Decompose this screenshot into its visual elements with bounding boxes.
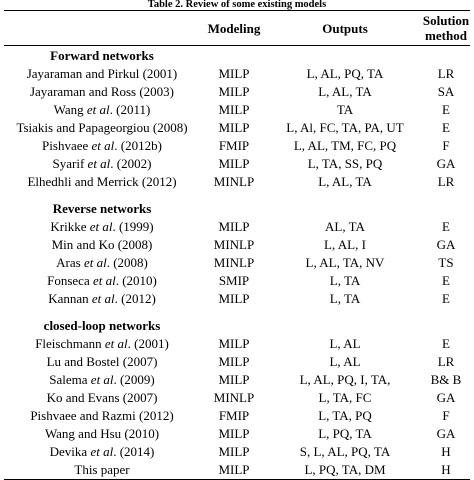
modeling-cell: MILP xyxy=(218,102,250,117)
modeling-cell: MILP xyxy=(218,84,250,99)
table-row xyxy=(4,254,470,272)
modeling-cell: MINLP xyxy=(213,237,255,252)
outputs-cell: L, AL, I xyxy=(324,237,366,252)
reference-year: . (2012) xyxy=(114,291,156,306)
section-title: Forward networks xyxy=(50,47,154,63)
table-body xyxy=(4,46,470,480)
outputs-cell: L, TA xyxy=(329,291,361,306)
reference-authors: Lu and Bostel (2007) xyxy=(46,354,158,369)
reference-authors: Kannan xyxy=(48,291,92,306)
table-row xyxy=(4,65,470,83)
reference-year: . (2014) xyxy=(113,444,155,459)
review-table xyxy=(4,10,470,480)
method-cell: LR xyxy=(437,354,455,369)
reference-cell xyxy=(4,119,200,137)
modeling-cell: FMIP xyxy=(218,408,250,423)
method-cell: GA xyxy=(436,237,456,252)
modeling-cell: MINLP xyxy=(213,390,255,405)
reference-etal: et al xyxy=(89,219,113,234)
outputs-cell: S, L, AL, PQ, TA xyxy=(299,444,391,459)
header-solution-method xyxy=(422,11,470,46)
outputs-cell: L, AL, PQ, I, TA, xyxy=(299,372,391,387)
table-row xyxy=(4,407,470,425)
reference-cell xyxy=(4,218,200,236)
reference-etal: et al xyxy=(104,336,128,351)
header-outputs: Outputs xyxy=(268,11,422,46)
method-cell: SA xyxy=(437,84,455,99)
table-row xyxy=(4,119,470,137)
reference-etal: et al xyxy=(87,156,111,171)
reference-authors: Fleischmann xyxy=(35,336,105,351)
reference-etal: et al xyxy=(90,372,114,387)
reference-cell xyxy=(4,371,200,389)
reference-authors: Krikke xyxy=(50,219,90,234)
table-caption: Table 2. Review of some existing models xyxy=(147,0,327,10)
table-row xyxy=(4,137,470,155)
reference-cell xyxy=(4,83,200,101)
reference-authors: Pishvaee xyxy=(42,138,92,153)
header-solution-line2: method xyxy=(425,28,467,43)
header-reference xyxy=(4,11,200,46)
modeling-cell: MILP xyxy=(218,354,250,369)
table-row xyxy=(4,83,470,101)
reference-authors: Tsiakis and Papageorgiou (2008) xyxy=(16,120,188,135)
outputs-cell: L, AL, TA xyxy=(318,174,372,189)
outputs-cell: L, TA, PQ xyxy=(318,408,372,423)
reference-authors: Ko and Evans (2007) xyxy=(46,390,158,405)
outputs-cell: L, AL, TM, FC, PQ xyxy=(293,138,397,153)
table-row xyxy=(4,290,470,308)
reference-authors: Fonseca xyxy=(47,273,93,288)
reference-year: . (2011) xyxy=(109,102,151,117)
section-title: Reverse networks xyxy=(52,200,152,216)
outputs-cell: L, TA, FC xyxy=(318,390,372,405)
modeling-cell: MINLP xyxy=(213,255,255,270)
reference-etal: et al xyxy=(86,102,110,117)
table-row xyxy=(4,353,470,371)
method-cell: B& B xyxy=(430,372,462,387)
table-row xyxy=(4,461,470,480)
method-cell: LR xyxy=(437,66,455,81)
method-cell: GA xyxy=(436,390,456,405)
table-row xyxy=(4,101,470,119)
reference-year: . (2009) xyxy=(113,372,155,387)
outputs-cell: L, AL xyxy=(329,354,361,369)
modeling-cell: MINLP xyxy=(213,174,255,189)
reference-etal: et al xyxy=(90,444,114,459)
reference-cell xyxy=(4,290,200,308)
modeling-cell: MILP xyxy=(218,336,250,351)
method-cell: LR xyxy=(437,174,455,189)
reference-cell xyxy=(4,353,200,371)
modeling-cell: MILP xyxy=(218,219,250,234)
section-spacer xyxy=(4,308,470,316)
method-cell: E xyxy=(442,336,450,351)
reference-etal: et al xyxy=(91,138,115,153)
table-row xyxy=(4,389,470,407)
section-heading-row xyxy=(4,199,470,218)
reference-year: . (2010) xyxy=(115,273,157,288)
modeling-cell: MILP xyxy=(218,120,250,135)
reference-year: . (2008) xyxy=(106,255,148,270)
reference-authors: Pishvaee and Razmi (2012) xyxy=(30,408,174,423)
reference-year: . (1999) xyxy=(112,219,154,234)
reference-cell xyxy=(4,443,200,461)
table-row xyxy=(4,425,470,443)
outputs-cell: L, AL, TA, NV xyxy=(305,255,385,270)
method-cell: GA xyxy=(436,156,456,171)
method-cell: E xyxy=(442,120,450,135)
outputs-cell: L, AL, PQ, TA xyxy=(306,66,384,81)
method-cell: H xyxy=(441,444,451,459)
reference-cell xyxy=(4,236,200,254)
reference-authors: Salema xyxy=(49,372,91,387)
section-heading-row xyxy=(4,316,470,335)
table-row xyxy=(4,371,470,389)
method-cell: GA xyxy=(436,426,456,441)
table-row xyxy=(4,272,470,290)
outputs-cell: L, Al, FC, TA, PA, UT xyxy=(286,120,404,135)
method-cell: E xyxy=(442,102,450,117)
reference-cell xyxy=(4,101,200,119)
reference-cell xyxy=(4,65,200,83)
table-row xyxy=(4,443,470,461)
section-heading-row xyxy=(4,46,470,66)
table-row xyxy=(4,335,470,353)
method-cell: E xyxy=(442,291,450,306)
reference-year: . (2012b) xyxy=(114,138,162,153)
reference-cell xyxy=(4,155,200,173)
reference-authors: Min and Ko (2008) xyxy=(51,237,153,252)
modeling-cell: MILP xyxy=(218,291,250,306)
outputs-cell: L, PQ, TA xyxy=(318,426,372,441)
modeling-cell: MILP xyxy=(218,444,250,459)
section-title: closed-loop networks xyxy=(43,317,161,333)
reference-authors: Devika xyxy=(49,444,91,459)
reference-year: . (2001) xyxy=(127,336,169,351)
reference-cell xyxy=(4,137,200,155)
method-cell: H xyxy=(422,461,470,480)
header-row xyxy=(4,11,470,46)
modeling-cell: MILP xyxy=(218,426,250,441)
reference-cell xyxy=(4,389,200,407)
outputs-cell: TA xyxy=(336,102,354,117)
modeling-cell: MILP xyxy=(218,156,250,171)
header-solution-line1: Solution xyxy=(422,13,470,28)
outputs-cell: L, TA xyxy=(329,273,361,288)
reference-etal: et al xyxy=(91,291,115,306)
modeling-cell: MILP xyxy=(218,66,250,81)
reference-authors: Elhedhli and Merrick (2012) xyxy=(27,174,177,189)
reference-cell xyxy=(4,254,200,272)
reference-cell xyxy=(4,407,200,425)
method-cell: TS xyxy=(438,255,454,270)
reference-authors: Aras xyxy=(56,255,84,270)
method-cell: E xyxy=(442,219,450,234)
reference-cell xyxy=(4,335,200,353)
reference-authors: Wang and Hsu (2010) xyxy=(44,426,160,441)
outputs-cell: L, AL xyxy=(329,336,361,351)
header-modeling: Modeling xyxy=(200,11,268,46)
table-row xyxy=(4,236,470,254)
outputs-cell: L, TA, SS, PQ xyxy=(307,156,383,171)
table-header xyxy=(4,11,470,46)
table-row xyxy=(4,155,470,173)
reference-cell xyxy=(4,173,200,191)
reference-authors: Syarif xyxy=(52,156,88,171)
modeling-cell: FMIP xyxy=(218,138,250,153)
method-cell: E xyxy=(442,273,450,288)
reference-cell xyxy=(4,272,200,290)
modeling-cell: MILP xyxy=(200,461,268,480)
modeling-cell: SMIP xyxy=(218,273,250,288)
modeling-cell: MILP xyxy=(218,372,250,387)
reference-year: . (2002) xyxy=(110,156,152,171)
method-cell: F xyxy=(442,408,450,423)
reference-authors: This paper xyxy=(74,462,130,477)
reference-etal: et al xyxy=(92,273,116,288)
reference-cell xyxy=(4,425,200,443)
reference-authors: Wang xyxy=(53,102,87,117)
reference-cell xyxy=(4,461,200,480)
reference-authors: Jayaraman and Pirkul (2001) xyxy=(26,66,178,81)
table-row xyxy=(4,173,470,191)
table-row xyxy=(4,218,470,236)
method-cell: F xyxy=(442,138,450,153)
reference-etal: et al xyxy=(83,255,107,270)
reference-authors: Jayaraman and Ross (2003) xyxy=(29,84,175,99)
outputs-cell: L, AL, TA xyxy=(318,84,372,99)
section-spacer xyxy=(4,191,470,199)
outputs-cell: L, PQ, TA, DM xyxy=(268,461,422,480)
outputs-cell: AL, TA xyxy=(325,219,365,234)
